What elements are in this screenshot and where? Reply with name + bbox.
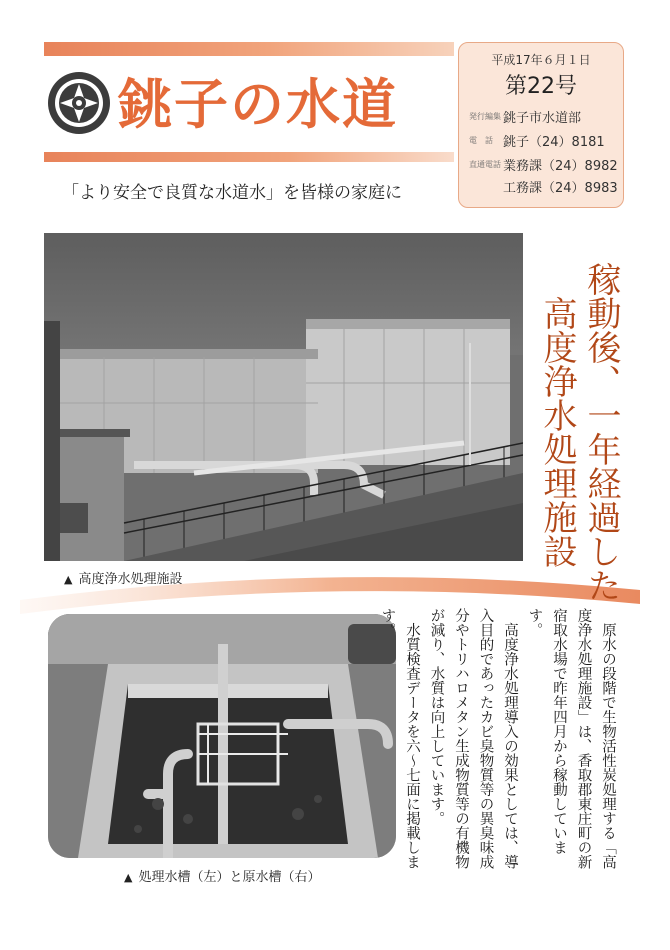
article-paragraph-3: 水質検査データを六～七面に掲載します。 — [379, 608, 420, 869]
direct-phone-row-2 — [503, 177, 618, 196]
direct-phone-2: 工務課（24）8983 — [503, 181, 618, 196]
direct-phone-1: 業務課（24）8982 — [503, 159, 618, 174]
phone-value: 銚子（24）8181 — [503, 135, 605, 150]
issue-number: 第22号 — [505, 74, 577, 99]
facility-photo — [44, 233, 523, 561]
direct-phone-row — [469, 155, 618, 174]
tanks-photo — [48, 614, 396, 858]
phone-label: 電 話 — [469, 136, 493, 145]
header-band-top — [44, 42, 454, 56]
caption-text: 高度浄水処理施設 — [78, 572, 183, 587]
caption-text-2: 処理水槽（左）と原水槽（右） — [138, 870, 321, 885]
masthead-title: 銚子の水道 — [118, 73, 398, 136]
direct-label: 直通電話 — [469, 160, 501, 169]
article-paragraph-2: 高度浄水処理導入の効果としては、導入目的であったカビ臭物質等の異臭味成分やトリハロメタン生成物質等の有機物が減り、水質は向上しています。 — [428, 608, 518, 869]
tanks-photo-caption — [124, 866, 320, 885]
article-paragraph-1: 原水の段階で生物活性炭処理する「高度浄水処理施設」は、香取郡東庄町の新宿取水場で昨年四月から稼動しています。 — [526, 608, 616, 869]
facility-photo-caption — [64, 568, 182, 587]
headline-line-2: 高度浄水処理施設 — [537, 296, 577, 568]
headline-line-1: 稼動後、一年経過した — [581, 262, 621, 602]
header-band-bottom — [44, 152, 454, 162]
article-body — [379, 608, 620, 880]
city-emblem-icon — [46, 70, 112, 136]
phone-row — [469, 131, 605, 150]
publisher-value: 銚子市水道部 — [503, 111, 582, 126]
triangle-marker-icon: ▲ — [64, 573, 73, 586]
masthead-tagline: 「より安全で良質な水道水」を皆様の家庭に — [62, 183, 402, 203]
publisher-label: 発行編集 — [469, 112, 501, 121]
publisher-row — [469, 107, 581, 126]
issue-info-box — [458, 42, 624, 208]
issue-date: 平成17年６月１日 — [491, 53, 591, 67]
triangle-marker-icon: ▲ — [124, 871, 133, 884]
